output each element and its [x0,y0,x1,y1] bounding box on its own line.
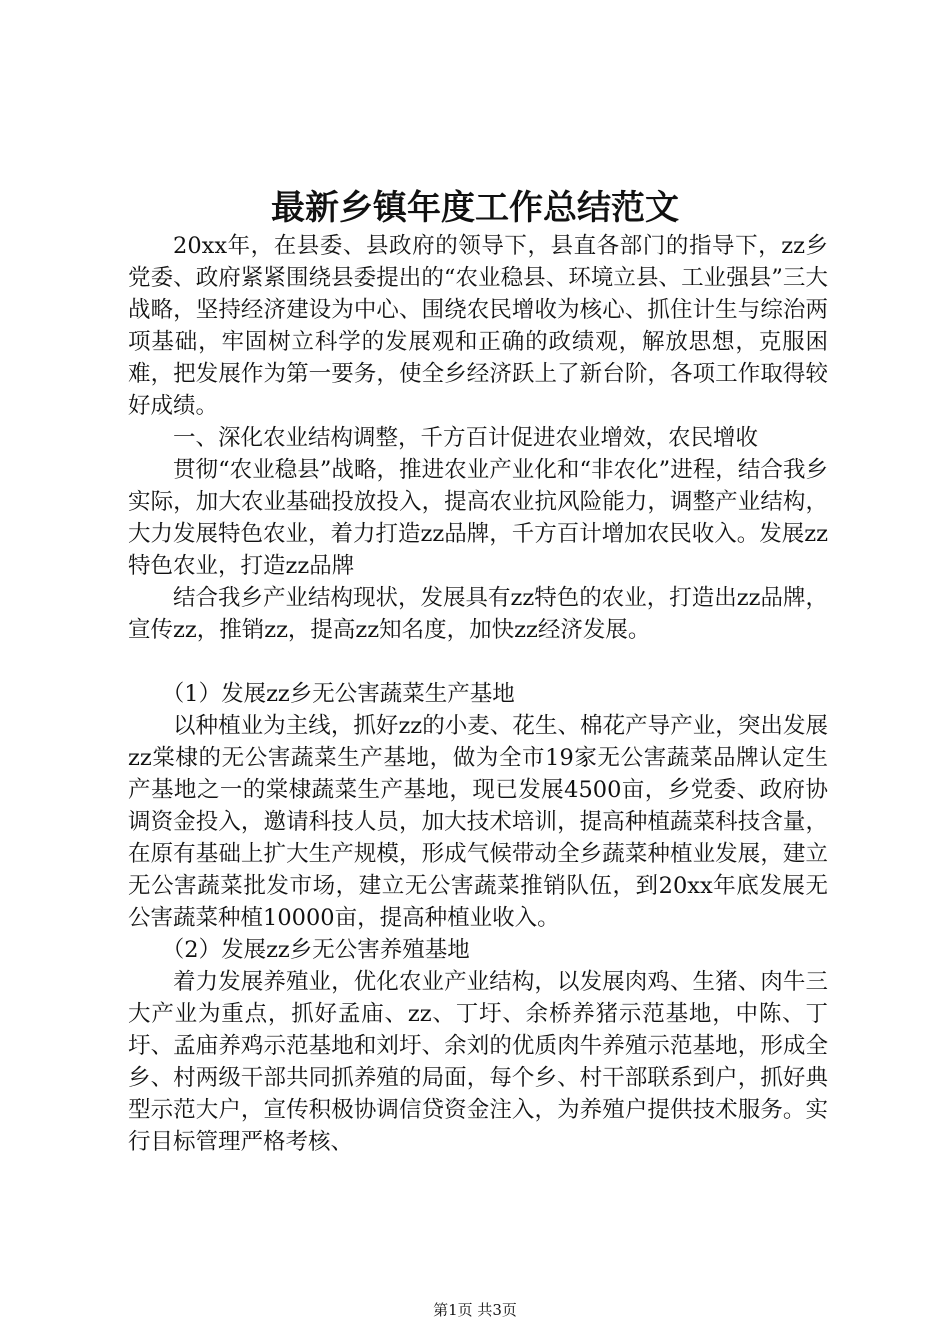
page-footer: 第1页 共3页 [433,1301,517,1319]
document-body [128,230,828,1158]
subsection-2-paragraph: 着力发展养殖业，优化农业产业结构，以发展肉鸡、生猪、肉牛三大产业为重点，抓好孟庙、zz、丁圩、余桥养猪示范基地，中陈、丁圩、孟庙养鸡示范基地和刘圩、余刘的优质肉牛养殖示范基地，形成全乡、村两级干部共同抓养殖的局面，每个乡、村干部联系到户，抓好典型示范大户，宣传积极协调信贷资金注入，为养殖户提供技术服务。实行目标管理严格考核、 [128,969,828,1155]
section-heading-1: 一、深化农业结构调整，千方百计促进农业增效，农民增收 [173,425,759,451]
section-1-paragraph-2: 结合我乡产业结构现状，发展具有zz特色的农业，打造出zz品牌，宣传zz，推销zz，提高zz知名度，加快zz经济发展。 [128,585,828,643]
document-title: 最新乡镇年度工作总结范文 [271,188,679,228]
paragraph-gap [128,646,828,678]
intro-paragraph: 20xx年，在县委、县政府的领导下，县直各部门的指导下，zz乡党委、政府紧紧围绕县委提出的“农业稳县、环境立县、工业强县”三大战略，坚持经济建设为中心、围绕农民增收为核心、抓住计生与综治两项基础，牢固树立科学的发展观和正确的政绩观，解放思想，克服困难，把发展作为第一要务，使全乡经济跃上了新台阶，各项工作取得较好成绩。 [128,233,828,419]
subsection-heading-2: （2）发展zz乡无公害养殖基地 [161,937,470,963]
subsection-1-paragraph: 以种植业为主线，抓好zz的小麦、花生、棉花产导产业，突出发展zz棠棣的无公害蔬菜生产基地，做为全市19家无公害蔬菜品牌认定生产基地之一的棠棣蔬菜生产基地，现已发展4500亩，乡党委、政府协调资金投入，邀请科技人员，加大技术培训，提高种植蔬菜科技含量，在原有基础上扩大生产规模，形成气候带动全乡蔬菜种植业发展，建立无公害蔬菜批发市场，建立无公害蔬菜推销队伍，到20xx年底发展无公害蔬菜种植10000亩，提高种植业收入。 [128,713,828,931]
subsection-heading-1: （1）发展zz乡无公害蔬菜生产基地 [161,681,515,707]
section-1-paragraph: 贯彻“农业稳县”战略，推进农业产业化和“非农化”进程，结合我乡实际，加大农业基础投放投入，提高农业抗风险能力，调整产业结构，大力发展特色农业，着力打造zz品牌，千方百计增加农民收入。发展zz特色农业，打造zz品牌 [128,457,828,579]
